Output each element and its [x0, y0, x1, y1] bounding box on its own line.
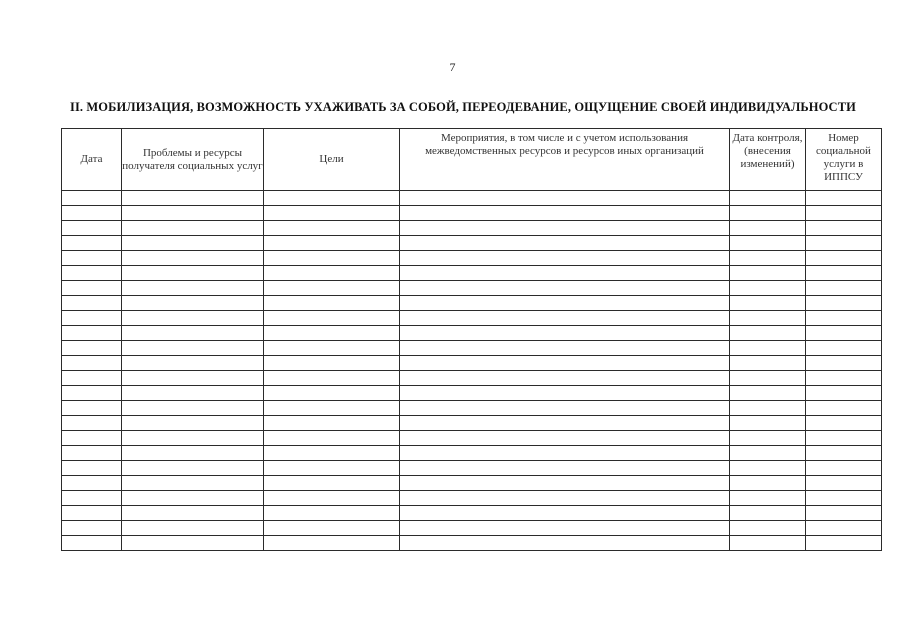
table-row	[62, 266, 882, 281]
table-cell[interactable]	[264, 521, 400, 536]
table-cell[interactable]	[400, 416, 730, 431]
table-cell[interactable]	[730, 506, 806, 521]
table-cell[interactable]	[122, 326, 264, 341]
table-cell[interactable]	[264, 236, 400, 251]
table-cell[interactable]	[806, 521, 882, 536]
table-cell[interactable]	[806, 476, 882, 491]
table-cell[interactable]	[400, 266, 730, 281]
table-cell[interactable]	[730, 251, 806, 266]
table-cell[interactable]	[806, 506, 882, 521]
table-cell[interactable]	[400, 461, 730, 476]
table-row	[62, 236, 882, 251]
header-date: Дата	[62, 129, 122, 191]
table-cell[interactable]	[122, 296, 264, 311]
table-cell[interactable]	[62, 536, 122, 551]
table-cell[interactable]	[400, 296, 730, 311]
table-cell[interactable]	[730, 341, 806, 356]
table-cell[interactable]	[806, 401, 882, 416]
table-cell[interactable]	[730, 491, 806, 506]
table-cell[interactable]	[62, 506, 122, 521]
table-row	[62, 521, 882, 536]
table-cell[interactable]	[730, 296, 806, 311]
header-problems-resources: Проблемы и ресурсы получателя социальных услуг	[122, 129, 264, 191]
table-cell[interactable]	[806, 236, 882, 251]
table-cell[interactable]	[62, 446, 122, 461]
table-row	[62, 416, 882, 431]
table-cell[interactable]	[400, 431, 730, 446]
table-cell[interactable]	[122, 506, 264, 521]
table-cell[interactable]	[730, 386, 806, 401]
table-cell[interactable]	[122, 461, 264, 476]
page-number: 7	[449, 60, 456, 74]
table-cell[interactable]	[264, 476, 400, 491]
table-cell[interactable]	[806, 251, 882, 266]
table-cell[interactable]	[264, 536, 400, 551]
table-cell[interactable]	[400, 371, 730, 386]
table-cell[interactable]	[730, 416, 806, 431]
table-cell[interactable]	[122, 236, 264, 251]
plan-table	[61, 128, 882, 551]
table-cell[interactable]	[62, 251, 122, 266]
table-cell[interactable]	[400, 536, 730, 551]
table-cell[interactable]	[806, 416, 882, 431]
table-cell[interactable]	[730, 266, 806, 281]
table-cell[interactable]	[62, 491, 122, 506]
table-cell[interactable]	[122, 476, 264, 491]
table-cell[interactable]	[730, 521, 806, 536]
table-cell[interactable]	[122, 341, 264, 356]
table-row	[62, 476, 882, 491]
table-cell[interactable]	[264, 251, 400, 266]
table-cell[interactable]	[400, 311, 730, 326]
table-cell[interactable]	[806, 431, 882, 446]
table-cell[interactable]	[62, 386, 122, 401]
table-cell[interactable]	[400, 476, 730, 491]
table-cell[interactable]	[806, 221, 882, 236]
table-cell[interactable]	[806, 206, 882, 221]
table-cell[interactable]	[264, 206, 400, 221]
table-cell[interactable]	[62, 281, 122, 296]
table-cell[interactable]	[400, 206, 730, 221]
table-row	[62, 446, 882, 461]
table-cell[interactable]	[62, 296, 122, 311]
table-cell[interactable]	[730, 326, 806, 341]
table-cell[interactable]	[122, 401, 264, 416]
header-activities: Мероприятия, в том числе и с учетом использования межведомственных ресурсов и ресурсов иных организаций	[400, 129, 730, 191]
header-service-number: Номер социальной услуги в ИППСУ	[806, 129, 882, 191]
table-cell[interactable]	[62, 521, 122, 536]
table-cell[interactable]	[264, 281, 400, 296]
table-cell[interactable]	[264, 311, 400, 326]
table-cell[interactable]	[806, 371, 882, 386]
table-cell[interactable]	[730, 446, 806, 461]
table-cell[interactable]	[730, 311, 806, 326]
table-row	[62, 251, 882, 266]
table-cell[interactable]	[730, 401, 806, 416]
table-header-row	[62, 129, 882, 191]
table-cell[interactable]	[730, 191, 806, 206]
table-cell[interactable]	[122, 191, 264, 206]
table-row	[62, 221, 882, 236]
table-cell[interactable]	[122, 356, 264, 371]
table-cell[interactable]	[400, 491, 730, 506]
table-cell[interactable]	[400, 401, 730, 416]
table-cell[interactable]	[400, 326, 730, 341]
table-cell[interactable]	[264, 461, 400, 476]
table-cell[interactable]	[730, 356, 806, 371]
table-cell[interactable]	[400, 446, 730, 461]
table-cell[interactable]	[62, 191, 122, 206]
table-cell[interactable]	[264, 401, 400, 416]
table-cell[interactable]	[264, 341, 400, 356]
table-cell[interactable]	[122, 206, 264, 221]
table-cell[interactable]	[264, 326, 400, 341]
table-cell[interactable]	[400, 191, 730, 206]
table-cell[interactable]	[62, 206, 122, 221]
table-row	[62, 356, 882, 371]
table-cell[interactable]	[806, 461, 882, 476]
table-cell[interactable]	[264, 371, 400, 386]
table-cell[interactable]	[400, 506, 730, 521]
table-cell[interactable]	[62, 221, 122, 236]
table-cell[interactable]	[806, 311, 882, 326]
table-cell[interactable]	[730, 281, 806, 296]
table-cell[interactable]	[62, 236, 122, 251]
table-cell[interactable]	[730, 476, 806, 491]
table-cell[interactable]	[122, 491, 264, 506]
table-cell[interactable]	[400, 521, 730, 536]
table-cell[interactable]	[122, 371, 264, 386]
table-row	[62, 311, 882, 326]
table-row	[62, 506, 882, 521]
table-cell[interactable]	[806, 266, 882, 281]
table-cell[interactable]	[730, 371, 806, 386]
table-cell[interactable]	[400, 221, 730, 236]
table-cell[interactable]	[264, 356, 400, 371]
table-cell[interactable]	[62, 476, 122, 491]
table-cell[interactable]	[264, 416, 400, 431]
table-cell[interactable]	[122, 446, 264, 461]
table-cell[interactable]	[122, 251, 264, 266]
table-row	[62, 401, 882, 416]
table-cell[interactable]	[62, 356, 122, 371]
table-cell[interactable]	[62, 311, 122, 326]
table-cell[interactable]	[806, 536, 882, 551]
table-cell[interactable]	[62, 401, 122, 416]
table-cell[interactable]	[62, 326, 122, 341]
table-cell[interactable]	[806, 341, 882, 356]
table-row	[62, 296, 882, 311]
table-cell[interactable]	[122, 311, 264, 326]
table-row	[62, 491, 882, 506]
table-row	[62, 326, 882, 341]
header-control-date: Дата контроля, (внесения изменений)	[730, 129, 806, 191]
table-cell[interactable]	[62, 461, 122, 476]
table-row	[62, 431, 882, 446]
table-row	[62, 386, 882, 401]
table-cell[interactable]	[806, 446, 882, 461]
table-cell[interactable]	[264, 431, 400, 446]
table-cell[interactable]	[264, 191, 400, 206]
table-cell[interactable]	[264, 266, 400, 281]
table-cell[interactable]	[122, 431, 264, 446]
table-cell[interactable]	[400, 386, 730, 401]
table-cell[interactable]	[122, 221, 264, 236]
table-cell[interactable]	[264, 491, 400, 506]
table-cell[interactable]	[730, 461, 806, 476]
table-cell[interactable]	[122, 386, 264, 401]
table-cell[interactable]	[122, 281, 264, 296]
table-cell[interactable]	[62, 266, 122, 281]
table-cell[interactable]	[806, 191, 882, 206]
table-cell[interactable]	[730, 431, 806, 446]
section-title: II. МОБИЛИЗАЦИЯ, ВОЗМОЖНОСТЬ УХАЖИВАТЬ ЗА СОБОЙ, ПЕРЕОДЕВАНИЕ, ОЩУЩЕНИЕ СВОЕЙ ИНДИВИДУАЛЬНОСТИ	[70, 100, 856, 114]
table-cell[interactable]	[62, 416, 122, 431]
table-cell[interactable]	[400, 341, 730, 356]
table-cell[interactable]	[806, 356, 882, 371]
table-cell[interactable]	[264, 296, 400, 311]
table-cell[interactable]	[264, 221, 400, 236]
table-row	[62, 206, 882, 221]
table-body	[62, 191, 882, 551]
table-row	[62, 536, 882, 551]
table-cell[interactable]	[62, 431, 122, 446]
table-cell[interactable]	[62, 341, 122, 356]
header-goals: Цели	[264, 129, 400, 191]
table-cell[interactable]	[806, 281, 882, 296]
table-cell[interactable]	[730, 536, 806, 551]
table-cell[interactable]	[806, 296, 882, 311]
table-cell[interactable]	[122, 416, 264, 431]
table-row	[62, 461, 882, 476]
table-cell[interactable]	[730, 236, 806, 251]
table-row	[62, 371, 882, 386]
table-cell[interactable]	[264, 506, 400, 521]
table-row	[62, 341, 882, 356]
table-cell[interactable]	[730, 221, 806, 236]
table-cell[interactable]	[400, 281, 730, 296]
table-row	[62, 281, 882, 296]
table-cell[interactable]	[122, 521, 264, 536]
table-cell[interactable]	[264, 386, 400, 401]
table-cell[interactable]	[264, 446, 400, 461]
table-cell[interactable]	[122, 536, 264, 551]
table-cell[interactable]	[62, 371, 122, 386]
table-cell[interactable]	[806, 326, 882, 341]
table-cell[interactable]	[400, 236, 730, 251]
table-cell[interactable]	[730, 206, 806, 221]
table-cell[interactable]	[806, 491, 882, 506]
table-row	[62, 191, 882, 206]
table-cell[interactable]	[400, 251, 730, 266]
table-cell[interactable]	[806, 386, 882, 401]
table-cell[interactable]	[122, 266, 264, 281]
table-cell[interactable]	[400, 356, 730, 371]
